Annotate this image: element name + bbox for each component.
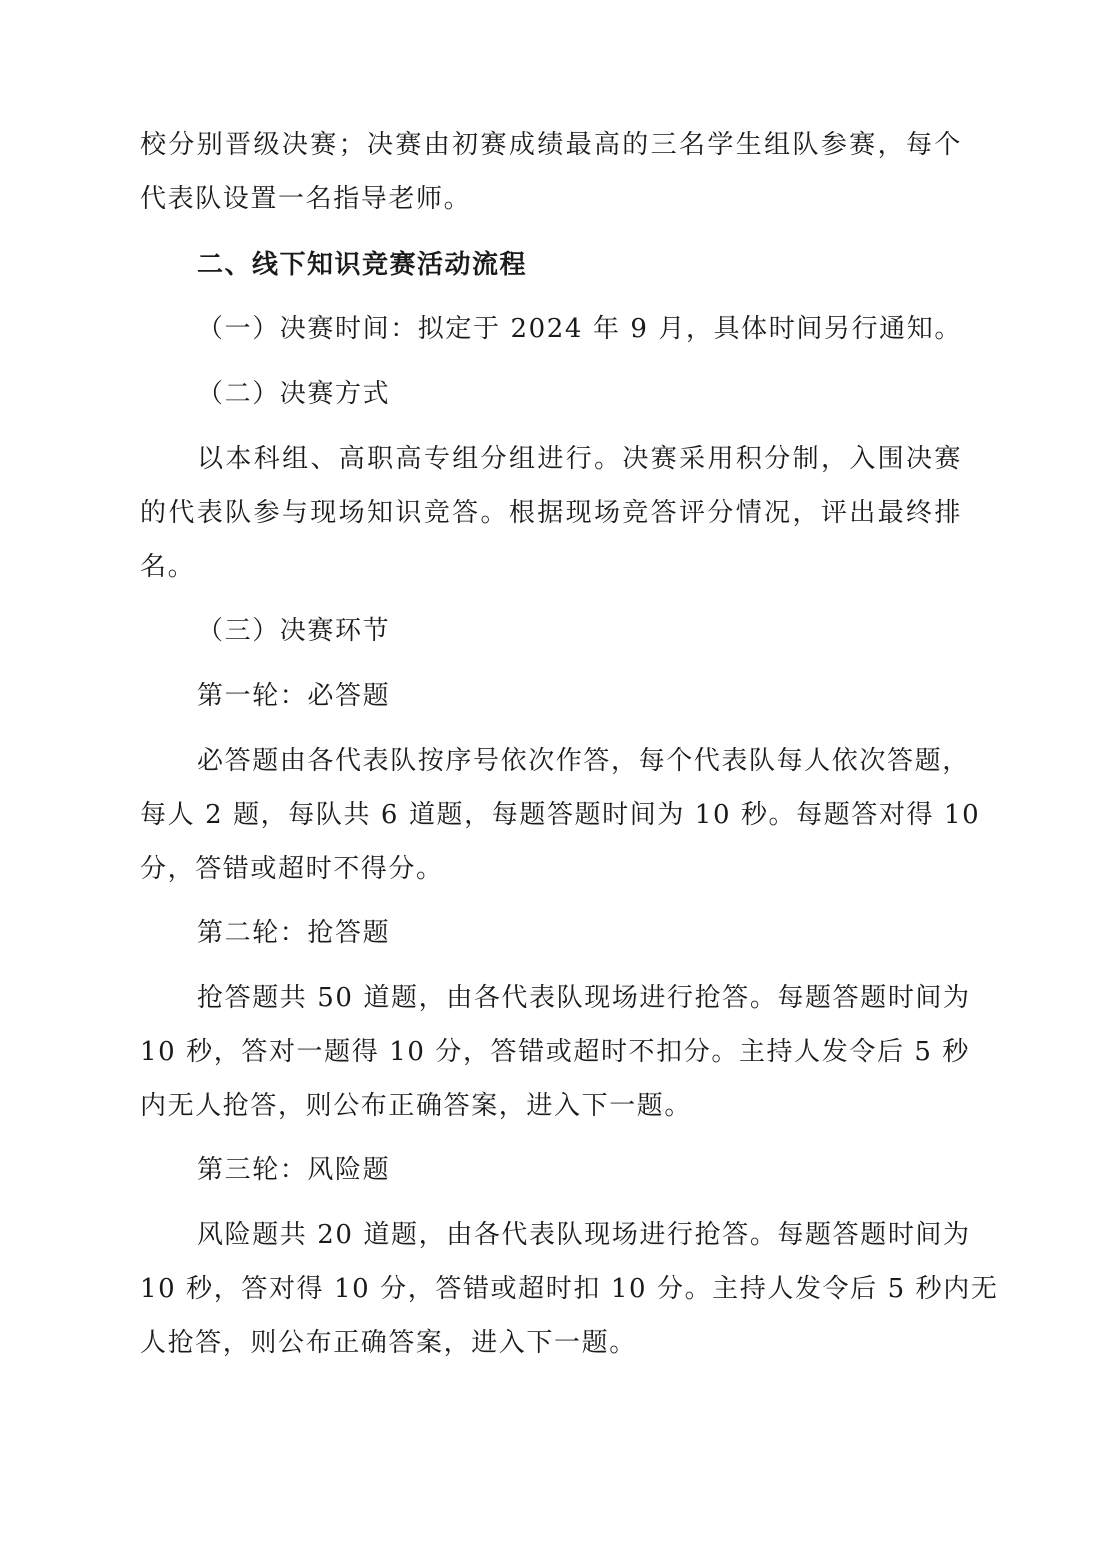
round-1-title: 第一轮：必答题 xyxy=(197,681,391,711)
round-1-line-1: 必答题由各代表队按序号依次作答，每个代表队每人依次答题， xyxy=(197,746,970,776)
round-2-line-3: 内无人抢答，则公布正确答案，进入下一题。 xyxy=(140,1091,693,1121)
item-decision-method: （二）决赛方式 xyxy=(197,379,391,409)
item-decision-time: （一）决赛时间：拟定于 2024 年 9 月，具体时间另行通知。 xyxy=(197,314,962,344)
method-line-2: 的代表队参与现场知识竞答。根据现场竞答评分情况，评出最终排 xyxy=(140,498,962,528)
round-2-title: 第二轮：抢答题 xyxy=(197,918,391,948)
round-2-line-1: 抢答题共 50 道题，由各代表队现场进行抢答。每题答题时间为 xyxy=(197,983,971,1013)
section-title: 二、线下知识竞赛活动流程 xyxy=(197,250,528,280)
intro-line-1: 校分别晋级决赛；决赛由初赛成绩最高的三名学生组队参赛，每个 xyxy=(140,130,962,160)
round-1-line-3: 分，答错或超时不得分。 xyxy=(140,854,444,884)
round-3-title: 第三轮：风险题 xyxy=(197,1155,391,1185)
round-3-line-2: 10 秒，答对得 10 分，答错或超时扣 10 分。主持人发令后 5 秒内无 xyxy=(140,1274,999,1304)
intro-line-2: 代表队设置一名指导老师。 xyxy=(140,184,472,214)
round-2-line-2: 10 秒，答对一题得 10 分，答错或超时不扣分。主持人发令后 5 秒 xyxy=(140,1037,971,1067)
method-line-3: 名。 xyxy=(140,552,196,582)
round-3-line-1: 风险题共 20 道题，由各代表队现场进行抢答。每题答题时间为 xyxy=(197,1220,971,1250)
round-1-line-2: 每人 2 题，每队共 6 道题，每题答题时间为 10 秒。每题答对得 10 xyxy=(140,800,981,830)
item-decision-stages: （三）决赛环节 xyxy=(197,616,391,646)
method-line-1: 以本科组、高职高专组分组进行。决赛采用积分制，入围决赛 xyxy=(197,444,962,474)
round-3-line-3: 人抢答，则公布正确答案，进入下一题。 xyxy=(140,1328,637,1358)
